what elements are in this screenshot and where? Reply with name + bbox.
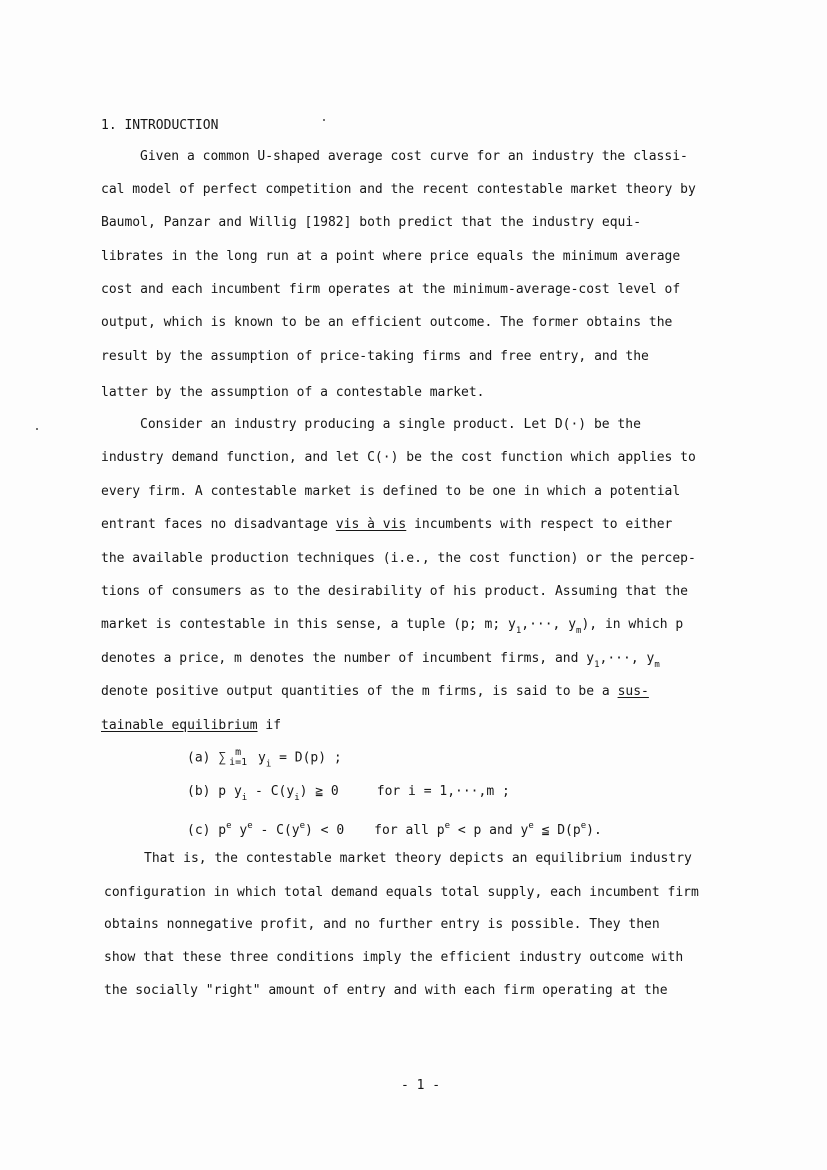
para2-line: tions of consumers as to the desirability of his product. Assuming that the xyxy=(101,584,688,599)
page-number: - 1 - xyxy=(401,1078,441,1093)
text-run: entrant faces no disadvantage xyxy=(101,517,336,532)
text-run: for i = 1,···,m ; xyxy=(376,784,510,799)
summation-limits xyxy=(229,748,247,768)
para1-line: Baumol, Panzar and Willig [1982] both predict that the industry equi- xyxy=(101,215,642,230)
superscript: e xyxy=(226,821,232,831)
term-sustainable-equilibrium: tainable equilibrium xyxy=(101,718,258,733)
summation-symbol: ∑ xyxy=(218,750,227,766)
para2-line: industry demand function, and let C(·) be the cost function which applies to xyxy=(101,450,696,465)
para3-line: obtains nonnegative profit, and no further entry is possible. They then xyxy=(104,917,660,932)
text-run: incumbents with respect to either xyxy=(406,517,673,532)
superscript: e xyxy=(528,821,534,831)
superscript: e xyxy=(444,821,451,831)
text-run: for all p xyxy=(374,823,445,838)
scan-speck xyxy=(323,119,325,121)
para2-line xyxy=(101,517,672,533)
subscript: 1 xyxy=(515,626,522,636)
superscript: e xyxy=(580,821,587,831)
condition-c xyxy=(187,818,602,839)
text-run: y xyxy=(231,823,248,838)
text-run: - C(y xyxy=(252,823,300,838)
para1-line: Given a common U-shaped average cost curve for an industry the classi- xyxy=(140,149,688,164)
para3-line: the socially "right" amount of entry and with each firm operating at the xyxy=(104,983,668,998)
text-run: market is contestable in this sense, a tuple (p; m; y xyxy=(101,617,516,632)
subscript: m xyxy=(654,660,660,670)
sum-lower: i=1 xyxy=(229,757,248,768)
text-run: denote positive output quantities of the m firms, is said to be a xyxy=(101,684,618,699)
para2-line xyxy=(101,651,660,673)
superscript: e xyxy=(299,821,306,831)
para2-line: the available production techniques (i.e., the cost function) or the percep- xyxy=(101,551,696,566)
text-run: ), in which p xyxy=(581,617,684,632)
para2-line: every firm. A contestable market is defined to be one in which a potential xyxy=(101,484,681,499)
subscript: i xyxy=(265,759,272,770)
text-run: - C(y xyxy=(247,784,295,799)
sum-upper: m xyxy=(235,747,242,758)
text-run: denotes a price, m denotes the number of incumbent firms, and y xyxy=(101,651,595,666)
text-run: ,···, y xyxy=(599,651,655,666)
subscript: m xyxy=(576,626,582,636)
para2-line xyxy=(101,684,649,700)
italic-phrase-vis-a-vis: vis à vis xyxy=(335,517,407,532)
para1-line: cost and each incumbent firm operates at the minimum-average-cost level of xyxy=(101,282,681,297)
text-run: ) < 0 xyxy=(305,823,345,838)
superscript: e xyxy=(247,821,253,831)
scan-speck xyxy=(36,428,38,430)
para3-line: show that these three conditions imply the efficient industry outcome with xyxy=(104,950,684,965)
condition-b xyxy=(187,784,510,806)
text-run: < p and y xyxy=(450,823,529,838)
text-run: ). xyxy=(586,823,602,838)
condition-label: (a) xyxy=(187,750,211,766)
text-run: (c) p xyxy=(187,823,227,838)
para1-line: cal model of perfect competition and the recent contestable market theory by xyxy=(101,182,696,197)
text-run: (b) p y xyxy=(187,784,242,799)
term-sustainable: sus- xyxy=(617,684,649,699)
para3-line: configuration in which total demand equals total supply, each incumbent firm xyxy=(104,885,699,900)
text-run: ≦ D(p xyxy=(533,823,581,838)
subscript: i xyxy=(241,793,248,803)
condition-a xyxy=(187,748,342,775)
para1-line: result by the assumption of price-taking firms and free entry, and the xyxy=(101,349,649,364)
text-run: ,···, y xyxy=(521,617,577,632)
para1-line: output, which is known to be an efficient outcome. The former obtains the xyxy=(101,315,673,330)
text-run: if xyxy=(257,718,282,733)
text-run: y xyxy=(250,750,266,766)
subscript: i xyxy=(294,793,300,803)
text-run: = D(p) ; xyxy=(271,750,342,766)
para2-line xyxy=(101,617,683,639)
para3-line: That is, the contestable market theory depicts an equilibrium industry xyxy=(144,851,692,866)
subscript: 1 xyxy=(594,660,600,670)
text-run: ) ≧ 0 xyxy=(299,784,339,799)
para2-line: Consider an industry producing a single product. Let D(·) be the xyxy=(140,417,641,432)
para1-line: latter by the assumption of a contestable market. xyxy=(101,385,485,400)
para1-line: librates in the long run at a point where price equals the minimum average xyxy=(101,249,681,264)
para2-line xyxy=(101,718,281,734)
section-title: 1. INTRODUCTION xyxy=(101,118,219,133)
